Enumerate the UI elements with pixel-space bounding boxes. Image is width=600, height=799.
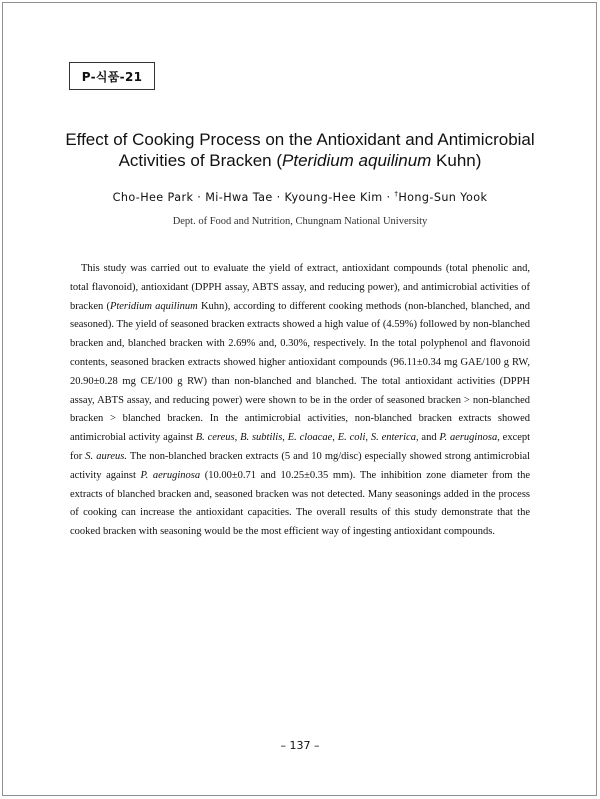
title-line-2-prefix: Activities of Bracken (: [118, 151, 283, 170]
paper-title: [40, 129, 560, 171]
species-name: Pteridium aquilinum: [109, 300, 198, 312]
author-list: [40, 190, 560, 204]
separator: ,: [365, 432, 371, 444]
abstract-text-4: (10.00±0.71 and 10.25±0.35 mm). The inhibition zone diameter from the extracts of blanched bracken and, seasoned bracken was not detected. Many seasonings added in the process of cooking can increase the antioxidant capacities. The overall results of this study demonstrate that the cooked bracken with seasoning would be the most efficient way of ingesting antioxidant compounds.: [70, 469, 531, 538]
abstract-text-2: Kuhn), according to different cooking methods (non-blanched, blanched, and seasoned). The yield of seasoned bracken extracts showed a high value of (4.59%) followed by non-blanched bracken and, blanched bracken with 2.69% and, 0.30%, respectively. In the total polyphenol and flavonoid contents, seasoned bracken extracts showed higher antioxidant compounds (96.11±0.34 mg GAE/100 g RW, 20.90±0.28 mg CE/100 g RW) than non-blanched and blanched. The total antioxidant activities (DPPH assay, ABTS assay, and reducing power) were shown to be in the order of seasoned bracken > non-blanched bracken > blanched bracken. In the antimicrobial activities, non-blanched bracken extracts showed antimicrobial activity against: [70, 300, 530, 444]
corresponding-author-mark: †: [394, 190, 399, 198]
species-name: P. aeruginosa: [439, 432, 498, 444]
poster-code-badge: [69, 62, 155, 90]
abstract-text-3: The non-blanched bracken extracts (5 and 10 mg/disc) especially showed strong antimicrobial activity against: [70, 450, 530, 481]
species-name: B. subtilis: [240, 432, 283, 444]
abstract-text-1: This study was carried out to evaluate the yield of extract, antioxidant compounds (total phenolic and, total flavonoid), antioxidant (DPPH assay, ABTS assay, and reducing power), and antimicrobial activities of bracken (: [70, 263, 530, 312]
species-name: S. enterica: [370, 432, 416, 444]
separator: ,: [234, 432, 241, 444]
title-line-1: Effect of Cooking Process on the Antioxidant and Antimicrobial: [65, 130, 535, 149]
separator: , except for: [70, 432, 531, 462]
author-names: Cho-Hee Park · Mi-Hwa Tae · Kyoung-Hee Kim ·: [112, 191, 395, 204]
poster-code: P-식품-21: [81, 69, 143, 84]
affiliation: Dept. of Food and Nutrition, Chungnam National University: [172, 216, 428, 227]
abstract-paragraph: [70, 260, 530, 542]
separator: , and: [415, 432, 440, 444]
species-name: P. aeruginosa: [140, 469, 201, 481]
page-number: – 137 –: [280, 739, 320, 752]
species-name: B. cereus: [195, 432, 235, 444]
title-line-2-suffix: Kuhn): [431, 151, 482, 170]
species-name: E. coli: [337, 432, 366, 444]
species-name: S. aureus.: [85, 450, 128, 462]
corresponding-author-name: Hong-Sun Yook: [398, 191, 488, 204]
species-name: E. cloacae: [287, 432, 333, 444]
separator: ,: [332, 432, 338, 444]
title-species: Pteridium aquilinum: [282, 151, 432, 170]
separator: ,: [282, 432, 288, 444]
title-line-2: [40, 150, 560, 171]
